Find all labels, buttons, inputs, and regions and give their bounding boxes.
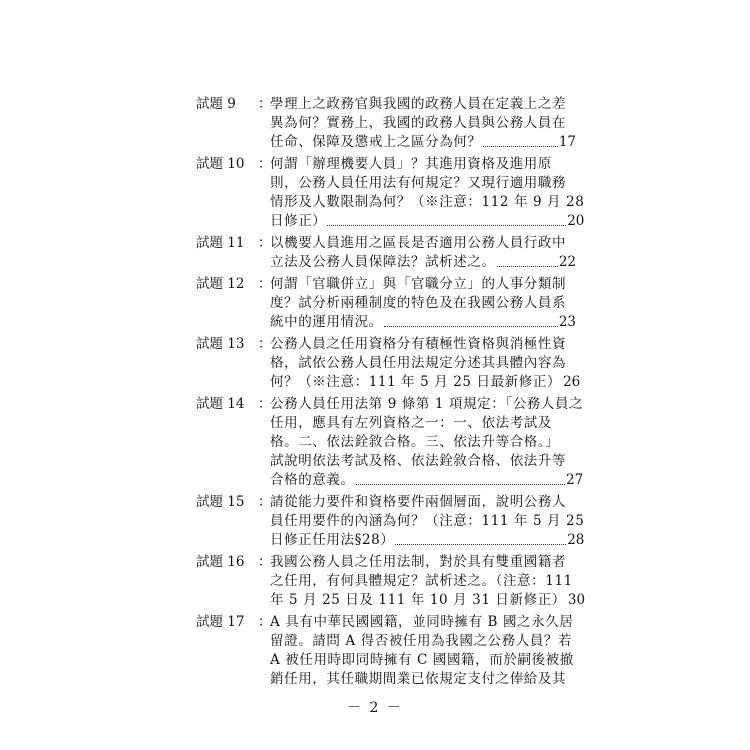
toc-entry[interactable]	[196, 234, 576, 272]
toc-entry-label: 試題 9	[196, 96, 236, 112]
toc-entry-last-line	[270, 253, 576, 272]
toc-entry-line: 何？（※注意：111 年 5 月 25 日最新修正）	[270, 374, 562, 390]
toc-entry-line: 留證。請問 A 得否被任用為我國之公務人員？若	[270, 633, 573, 649]
toc-entry-text	[270, 95, 576, 152]
toc-entry-text	[270, 335, 580, 392]
toc-entry-line: 何謂「辦理機要人員」？其進用資格及進用原	[270, 156, 552, 172]
toc-entry-last-line	[270, 373, 580, 392]
toc-entry-line: 我國公務人員之任用法制，對於具有雙重國籍者	[270, 554, 567, 570]
toc-page-number[interactable]: 23	[558, 314, 576, 330]
toc-entry-label: 試題 13	[196, 336, 245, 352]
toc-entry[interactable]	[196, 275, 576, 332]
toc-entry-line: 合格的意義。	[270, 472, 355, 488]
toc-entry[interactable]	[196, 155, 585, 231]
toc-entry-line: 度？試分析兩種制度的特色及在我國公務人員系	[270, 295, 567, 311]
dot-leader	[483, 146, 558, 147]
toc-entry-line: 任命、保障及懲戒上之區分為何？	[270, 134, 482, 150]
toc-entry-line: 則，公務人員任用法有何規定？又現行適用職務	[270, 175, 567, 191]
toc-entry[interactable]	[196, 553, 586, 610]
toc-entry-colon: ：	[258, 235, 272, 251]
toc-entry-text	[270, 234, 576, 272]
toc-entry-last-line	[270, 133, 576, 152]
toc-entry-text	[270, 395, 583, 490]
dot-leader	[356, 484, 565, 485]
toc-page-number[interactable]: 20	[567, 213, 585, 229]
toc-entry-last-line	[270, 313, 576, 332]
toc-page-number[interactable]: 30	[567, 592, 586, 608]
page-number-footer: － 2 －	[347, 700, 403, 716]
toc-page-number[interactable]: 26	[563, 374, 581, 390]
toc-entry-line: 格，試依公務人員任用法規定分述其具體內容為	[270, 355, 567, 371]
toc-entry-line: 統中的運用情況。	[270, 314, 383, 330]
toc-entry-label: 試題 11	[196, 235, 245, 251]
toc-entry-line: 日修正任用法§28）	[270, 532, 395, 548]
toc-entry-colon: ：	[258, 276, 272, 292]
toc-entry-colon: ：	[258, 554, 272, 570]
dot-leader	[327, 225, 566, 226]
toc-entry-line: 日修正）	[270, 213, 327, 229]
toc-entry-text	[270, 553, 585, 610]
toc-entry-label: 試題 15	[196, 494, 245, 510]
toc-entry-text	[270, 275, 576, 332]
toc-entry-text	[270, 613, 576, 689]
toc-entry-last-line	[270, 471, 583, 490]
toc-entry-line: 年 5 月 25 日及 111 年 10 月 31 日新修正）	[270, 592, 566, 608]
toc-entry-text	[270, 155, 584, 231]
toc-entry-line: A 被任用時即同時擁有 C 國國籍，而於嗣後被撤	[270, 652, 574, 668]
toc-page-number[interactable]: 28	[567, 532, 585, 548]
toc-entry-line: 之任用，有何具體規定？試析述之。（注意：111	[270, 573, 573, 589]
toc-entry[interactable]	[196, 95, 576, 152]
toc-entry-line: 公務人員任用法第 9 條第 1 項規定：「公務人員之	[270, 396, 584, 412]
toc-entry-text	[270, 493, 584, 550]
toc-entry[interactable]	[196, 335, 581, 392]
toc-entry-line: 公務人員之任用資格分有積極性資格與消極性資	[270, 336, 567, 352]
toc-page-number[interactable]: 22	[558, 254, 576, 270]
toc-entry-label: 試題 14	[196, 396, 245, 412]
toc-entry-line: 任用，應具有左列資格之一：一、依法考試及	[270, 415, 552, 431]
dot-leader	[384, 326, 558, 327]
toc-entry-line: 銷任用，其任職期間業已依規定支付之俸給及其	[270, 671, 567, 687]
toc-entry-line: 以機要人員進用之區長是否適用公務人員行政中	[270, 235, 567, 251]
toc-entry-line: 立法及公務人員保障法？試析述之。	[270, 254, 496, 270]
toc-entry-label: 試題 10	[196, 156, 245, 172]
toc-entry-label: 試題 16	[196, 554, 245, 570]
toc-entry-line: 格。二、依法銓敘合格。三、依法升等合格。」	[270, 434, 560, 450]
toc-entry-line: 何謂「官職併立」與「官職分立」的人事分類制	[270, 276, 567, 292]
toc-entry-last-line	[270, 531, 584, 550]
toc-entry-colon: ：	[258, 396, 272, 412]
toc-entry-colon: ：	[258, 494, 272, 510]
toc-entry-label: 試題 12	[196, 276, 245, 292]
toc-entry-line: 試說明依法考試及格、依法銓敘合格、依法升等	[270, 453, 567, 469]
toc-entry-line: 請從能力要件和資格要件兩個層面，說明公務人	[270, 494, 567, 510]
dot-leader	[497, 266, 558, 267]
toc-entry-line: 情形及人數限制為何？（※注意：112 年 9 月 28	[270, 194, 585, 210]
toc-entry-label: 試題 17	[196, 614, 245, 630]
toc-entry-last-line	[270, 591, 585, 610]
toc-entry-line: 員任用要件的內涵為何？（注意：111 年 5 月 25	[270, 513, 585, 529]
toc-entry-colon: ：	[258, 336, 272, 352]
toc-entry-line: A 具有中華民國國籍，並同時擁有 B 國之永久居	[270, 614, 574, 630]
table-of-contents	[196, 95, 586, 692]
toc-entry[interactable]	[196, 613, 576, 689]
toc-entry[interactable]	[196, 493, 585, 550]
toc-entry-colon: ：	[258, 96, 272, 112]
toc-entry-last-line	[270, 212, 584, 231]
toc-entry-colon: ：	[258, 614, 272, 630]
toc-entry-line: 異為何？實務上，我國的政務人員與公務人員在	[270, 115, 567, 131]
toc-entry[interactable]	[196, 395, 584, 490]
toc-page-number[interactable]: 17	[558, 134, 576, 150]
toc-entry-colon: ：	[258, 156, 272, 172]
toc-page-number[interactable]: 27	[566, 472, 584, 488]
toc-entry-line: 學理上之政務官與我國的政務人員在定義上之差	[270, 96, 567, 112]
dot-leader	[395, 544, 566, 545]
